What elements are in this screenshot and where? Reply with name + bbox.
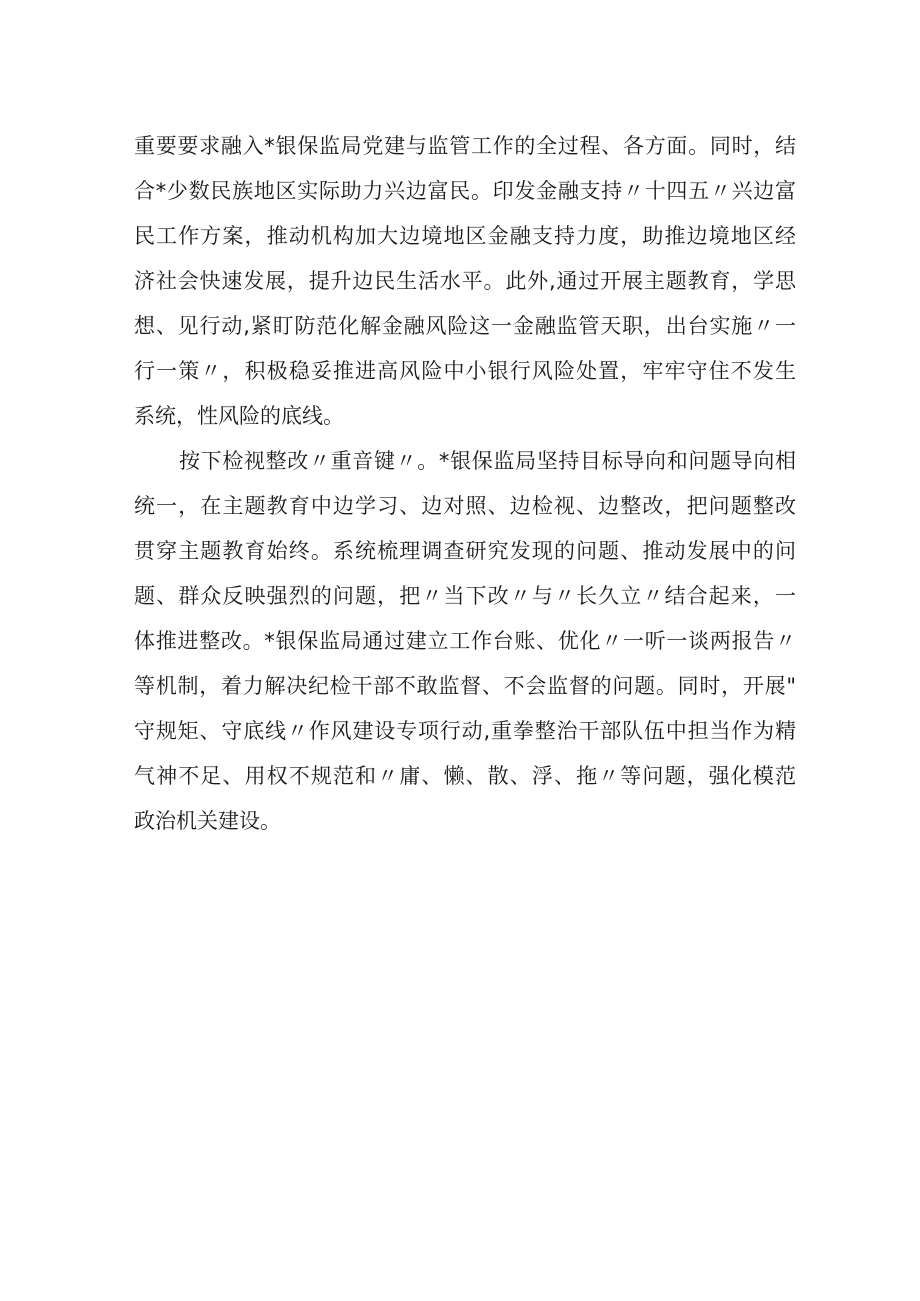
paragraph-line: 行一策〃，积极稳妥推进高风险中小银行风险处置，牢牢守住不发生	[134, 359, 796, 383]
paragraph-1	[134, 124, 796, 439]
paragraph-line: 气神不足、用权不规范和〃庸、懒、散、浮、拖〃等问题，强化模范	[134, 764, 796, 788]
paragraph-line: 按下检视整改〃重音键〃。*银保监局坚持目标导向和问题导向相	[179, 449, 796, 473]
paragraph-line: 系统，性风险的底线。	[134, 404, 344, 428]
paragraph-line: 民工作方案，推动机构加大边境地区金融支持力度，助推边境地区经	[134, 224, 796, 248]
paragraph-line: 合*少数民族地区实际助力兴边富民。印发金融支持〃十四五〃兴边富	[134, 179, 796, 203]
paragraph-line: 想、见行动,紧盯防范化解金融风险这一金融监管天职，出台实施〃一	[134, 314, 796, 338]
paragraph-2	[134, 439, 796, 844]
paragraph-line: 贯穿主题教育始终。系统梳理调查研究发现的问题、推动发展中的问	[134, 539, 796, 563]
paragraph-line: 重要要求融入*银保监局党建与监管工作的全过程、各方面。同时，结	[134, 134, 796, 158]
paragraph-line: 体推进整改。*银保监局通过建立工作台账、优化〃一听一谈两报告〃	[134, 629, 796, 653]
paragraph-line: 济社会快速发展，提升边民生活水平。此外,通过开展主题教育，学思	[134, 269, 796, 293]
document-body	[134, 124, 796, 844]
paragraph-line: 题、群众反映强烈的问题，把〃当下改〃与〃长久立〃结合起来，一	[134, 584, 796, 608]
paragraph-line: 等机制，着力解决纪检干部不敢监督、不会监督的问题。同时，开展"	[134, 674, 796, 698]
paragraph-line: 政治机关建设。	[134, 809, 281, 833]
paragraph-line: 统一，在主题教育中边学习、边对照、边检视、边整改，把问题整改	[134, 494, 796, 518]
paragraph-line: 守规矩、守底线〃作风建设专项行动,重拳整治干部队伍中担当作为精	[134, 719, 796, 743]
